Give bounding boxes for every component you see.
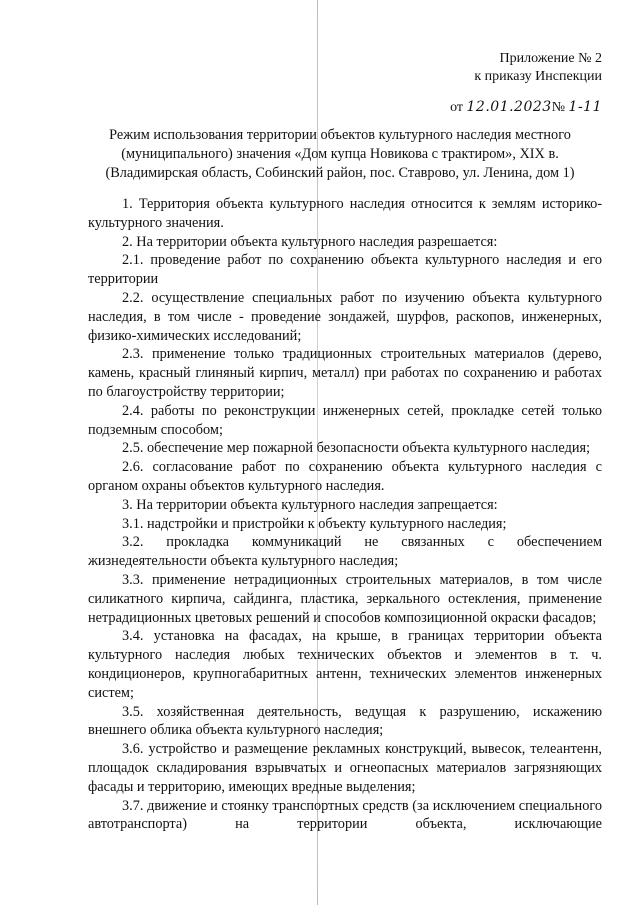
paragraph-3-3: 3.3. применение нетрадиционных строительных материалов, в том числе силикатного кирпича, сайдинга, пластика, зеркального остекления, применение нетрадиционных цветовых решений и способов композиционной окраски фасадов;	[88, 571, 602, 626]
paragraph-2-6: 2.6. согласование работ по сохранению объекта культурного наследия с органом охраны объектов культурного наследия.	[88, 459, 602, 494]
paragraph-3-5: 3.5. хозяйственная деятельность, ведущая к разрушению, искажению внешнего облика объекта культурного наследия;	[88, 703, 602, 739]
paragraph-3-4: 3.4. установка на фасадах, на крыше, в границах территории объекта культурного наследия любых технических объектов и элементов в т. ч. кондиционеров, крупногабаритных антенн, технических элементов инженерных систем;	[88, 628, 602, 701]
paragraph-2-1: 2.1. проведение работ по сохранению объекта культурного наследия и его территории	[88, 252, 602, 288]
number-prefix: №	[551, 100, 566, 115]
document-body	[88, 195, 602, 834]
paragraph-1: 1. Территория объекта культурного наследия относится к землям историко-культурного значения.	[88, 196, 602, 231]
appendix-number: Приложение № 2	[499, 51, 602, 66]
paragraph-3: 3. На территории объекта культурного наследия запрещается:	[122, 496, 498, 513]
paragraph-3-2: 3.2. прокладка коммуникаций не связанных с обеспечением жизнедеятельности объекта культурного наследия;	[88, 534, 602, 570]
paragraph-2-5: 2.5. обеспечение мер пожарной безопасности объекта культурного наследия;	[122, 440, 591, 457]
date-prefix: от	[450, 100, 464, 115]
handwritten-date: 12.01.2023	[466, 99, 552, 115]
appendix-order-reference: к приказу Инспекции	[474, 69, 602, 84]
paragraph-2: 2. На территории объекта культурного наследия разрешается:	[122, 233, 498, 250]
paragraph-3-6: 3.6. устройство и размещение рекламных конструкций, вывесок, телеантенн, площадок складирования взрывчатых и огнеопасных материалов загрязняющих фасады и территорию, имеющих вредные выделения;	[88, 741, 602, 795]
order-date-line	[450, 98, 602, 117]
document-title: Режим использования территории объектов культурного наследия местного (муниципального) значения «Дом купца Новикова с трактиром», XIX в. (Владимирская область, Собинский район, пос. Ставрово, ул. Ленина, дом 1)	[105, 127, 575, 181]
paragraph-3-1: 3.1. надстройки и пристройки к объекту культурного наследия;	[122, 515, 507, 532]
paragraph-2-2: 2.2. осуществление специальных работ по изучению объекта культурного наследия, в том числе - проведение зондажей, шурфов, раскопов, инженерных, физико-химических исследований;	[88, 289, 602, 344]
paragraph-2-4: 2.4. работы по реконструкции инженерных сетей, прокладке сетей только подземным способом;	[88, 402, 602, 438]
appendix-header	[450, 50, 602, 117]
handwritten-order-number: 1-11	[568, 99, 602, 115]
paragraph-3-7: 3.7. движение и стоянку транспортных средств (за исключением специального автотранспорта) на территории объекта, исключающие	[88, 797, 602, 833]
paragraph-2-3: 2.3. применение только традиционных строительных материалов (дерево, камень, красный глиняный кирпич, металл) при работах по сохранению и работах по благоустройству территории;	[88, 346, 602, 400]
